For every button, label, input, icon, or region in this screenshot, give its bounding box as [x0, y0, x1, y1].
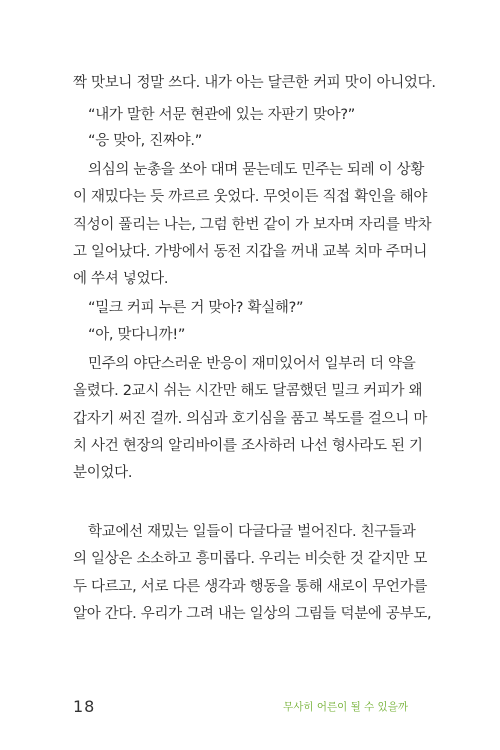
- running-title: 무사히 어른이 될 수 있을까: [283, 701, 408, 713]
- text-line: 직성이 풀리는 나는, 그럼 한번 같이 가 보자며 자리를 박차: [73, 217, 432, 233]
- text-line: 고 일어났다. 가방에서 동전 지갑을 꺼내 교복 치마 주머니: [73, 244, 428, 260]
- text-line: 학교에선 재밌는 일들이 다글다글 벌어진다. 친구들과: [88, 524, 416, 540]
- text-line: 치 사건 현장의 알리바이를 조사하러 나선 형사라도 된 기: [73, 438, 423, 454]
- text-line: 의심의 눈총을 쏘아 대며 묻는데도 민주는 되레 이 상황: [88, 162, 425, 178]
- dialogue-line: “밀크 커피 누른 거 맞아? 확실해?”: [88, 300, 304, 316]
- text-line: 이 재밌다는 듯 까르르 웃었다. 무엇이든 직접 확인을 해야: [73, 189, 428, 205]
- text-line: 에 쑤셔 넣었다.: [73, 271, 169, 287]
- dialogue-line: “응 맞아, 진짜야.”: [88, 133, 202, 149]
- text-line: 갑자기 써진 걸까. 의심과 호기심을 품고 복도를 걸으니 마: [73, 411, 428, 427]
- text-line: 분이었다.: [73, 465, 133, 481]
- text-line: 민주의 야단스러운 반응이 재미있어서 일부러 더 약을: [88, 356, 416, 372]
- page-number: 18: [73, 697, 96, 716]
- text-line: 알아 간다. 우리가 그려 내는 일상의 그림들 덕분에 공부도,: [73, 606, 432, 622]
- dialogue-line: “내가 말한 서문 현관에 있는 자판기 맞아?”: [88, 107, 355, 123]
- text-line: 올렸다. 2교시 쉬는 시간만 해도 달콤했던 밀크 커피가 왜: [73, 383, 423, 399]
- dialogue-line: “아, 맞다니까!”: [88, 327, 186, 343]
- text-line: 의 일상은 소소하고 흥미롭다. 우리는 비슷한 것 같지만 모: [73, 551, 428, 567]
- text-line: 두 다르고, 서로 다른 생각과 행동을 통해 새로이 무언가를: [73, 579, 428, 595]
- text-line: 짝 맛보니 정말 쓰다. 내가 아는 달큰한 커피 맛이 아니었다.: [73, 75, 436, 91]
